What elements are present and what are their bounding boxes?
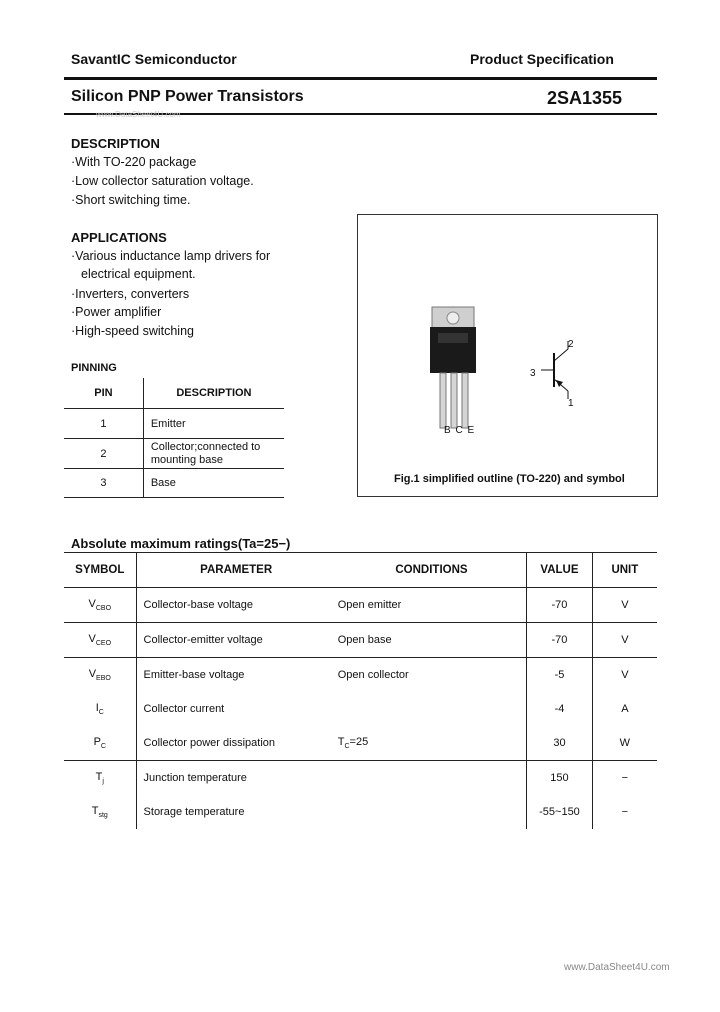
table-row <box>64 409 284 439</box>
pin-number: 3 <box>64 469 143 498</box>
value-cell: 30 <box>527 726 593 761</box>
unit-cell: − <box>592 761 657 796</box>
applications-heading: APPLICATIONS <box>71 230 167 245</box>
symbol-pin-3-label: 3 <box>530 368 536 379</box>
parameter-cell: Collector-emitter voltage <box>136 623 337 658</box>
pinning-table <box>64 378 284 498</box>
parameter-cell: Collector-base voltage <box>136 588 337 623</box>
pin-description: Base <box>143 469 284 498</box>
conditions-cell <box>337 692 527 726</box>
parameter-cell: Collector current <box>136 692 337 726</box>
value-col-header: VALUE <box>527 553 593 588</box>
description-item: ·Short switching time. <box>71 193 191 207</box>
symbol-cell: $V_{EBO}$ <box>88 667 111 683</box>
applications-item: electrical equipment. <box>81 267 196 281</box>
conditions-cell <box>337 795 527 829</box>
ratings-heading: Absolute maximum ratings(Ta=25−) <box>71 536 291 551</box>
unit-col-header: UNIT <box>592 553 657 588</box>
parameter-cell: Emitter-base voltage <box>136 658 337 693</box>
table-row <box>64 623 657 658</box>
company-name: SavantIC Semiconductor <box>71 51 237 67</box>
symbol-cell: $I_C$ <box>95 701 104 717</box>
pin-col-header: PIN <box>64 378 143 409</box>
value-cell: 150 <box>527 761 593 796</box>
applications-item: ·High-speed switching <box>71 324 194 338</box>
value-cell: -5 <box>527 658 593 693</box>
pin-number: 2 <box>64 439 143 469</box>
part-number: 2SA1355 <box>547 88 623 108</box>
parameter-cell: Junction temperature <box>136 761 337 796</box>
table-row <box>64 469 284 498</box>
unit-cell: V <box>592 658 657 693</box>
symbol-col-header: SYMBOL <box>64 553 136 588</box>
value-cell: -55~150 <box>527 795 593 829</box>
parameter-cell: Storage temperature <box>136 795 337 829</box>
pin-desc-col-header: DESCRIPTION <box>143 378 284 409</box>
unit-cell: V <box>592 623 657 658</box>
figure-caption: Fig.1 simplified outline (TO-220) and symbol <box>394 473 625 485</box>
conditions-cell: Open emitter <box>337 588 527 623</box>
pinning-heading: PINNING <box>71 362 117 374</box>
header-rule-top <box>64 77 657 80</box>
applications-item: ·Power amplifier <box>71 305 162 319</box>
table-row <box>64 761 657 796</box>
description-item: ·Low collector saturation voltage. <box>71 174 254 188</box>
applications-item: ·Various inductance lamp drivers for <box>71 249 271 263</box>
symbol-pin-2-label: 2 <box>568 339 574 350</box>
package-pin-labels: B C E <box>444 425 476 436</box>
symbol-cell: $V_{CBO}$ <box>64 588 136 623</box>
unit-cell: V <box>592 588 657 623</box>
conditions-cell <box>337 761 527 796</box>
description-item: ·With TO-220 package <box>71 155 197 169</box>
applications-item: ·Inverters, converters <box>71 287 190 301</box>
pin-number: 1 <box>64 409 143 439</box>
value-cell: -70 <box>527 588 593 623</box>
symbol-cell: $P_C$ <box>64 726 136 761</box>
watermark-top: www.DataSheet4U.com <box>96 110 181 119</box>
value-cell: -4 <box>527 692 593 726</box>
conditions-cell: Open collector <box>337 669 409 681</box>
doc-type: Product Specification <box>470 51 614 67</box>
table-row <box>64 439 284 469</box>
unit-cell: − <box>592 795 657 829</box>
table-row <box>64 692 657 726</box>
watermark-footer: www.DataSheet4U.com <box>564 962 670 973</box>
conditions-cell: $T_C=25$ <box>337 726 527 761</box>
parameter-col-header: PARAMETER <box>136 553 337 588</box>
product-line: Silicon PNP Power Transistors <box>71 88 304 105</box>
conditions-cell: Open base <box>337 623 527 658</box>
ratings-table <box>64 552 657 829</box>
table-row <box>64 795 657 829</box>
parameter-cell: Collector power dissipation <box>136 726 337 761</box>
table-row <box>64 658 657 693</box>
figure-box <box>357 214 658 497</box>
conditions-col-header: CONDITIONS <box>337 553 527 588</box>
table-row <box>64 726 657 761</box>
value-cell: -70 <box>527 623 593 658</box>
to220-package-drawing <box>358 215 657 496</box>
unit-cell: W <box>592 726 657 761</box>
pin-description: Collector;connected to mounting base <box>143 439 284 469</box>
symbol-cell: $T_j$ <box>95 770 104 786</box>
pin-description: Emitter <box>143 409 284 439</box>
symbol-cell: $V_{CEO}$ <box>64 623 136 658</box>
unit-cell: A <box>592 692 657 726</box>
table-row <box>64 588 657 623</box>
symbol-pin-1-label: 1 <box>568 398 574 409</box>
symbol-cell: $T_{stg}$ <box>91 804 108 820</box>
description-heading: DESCRIPTION <box>71 136 160 151</box>
